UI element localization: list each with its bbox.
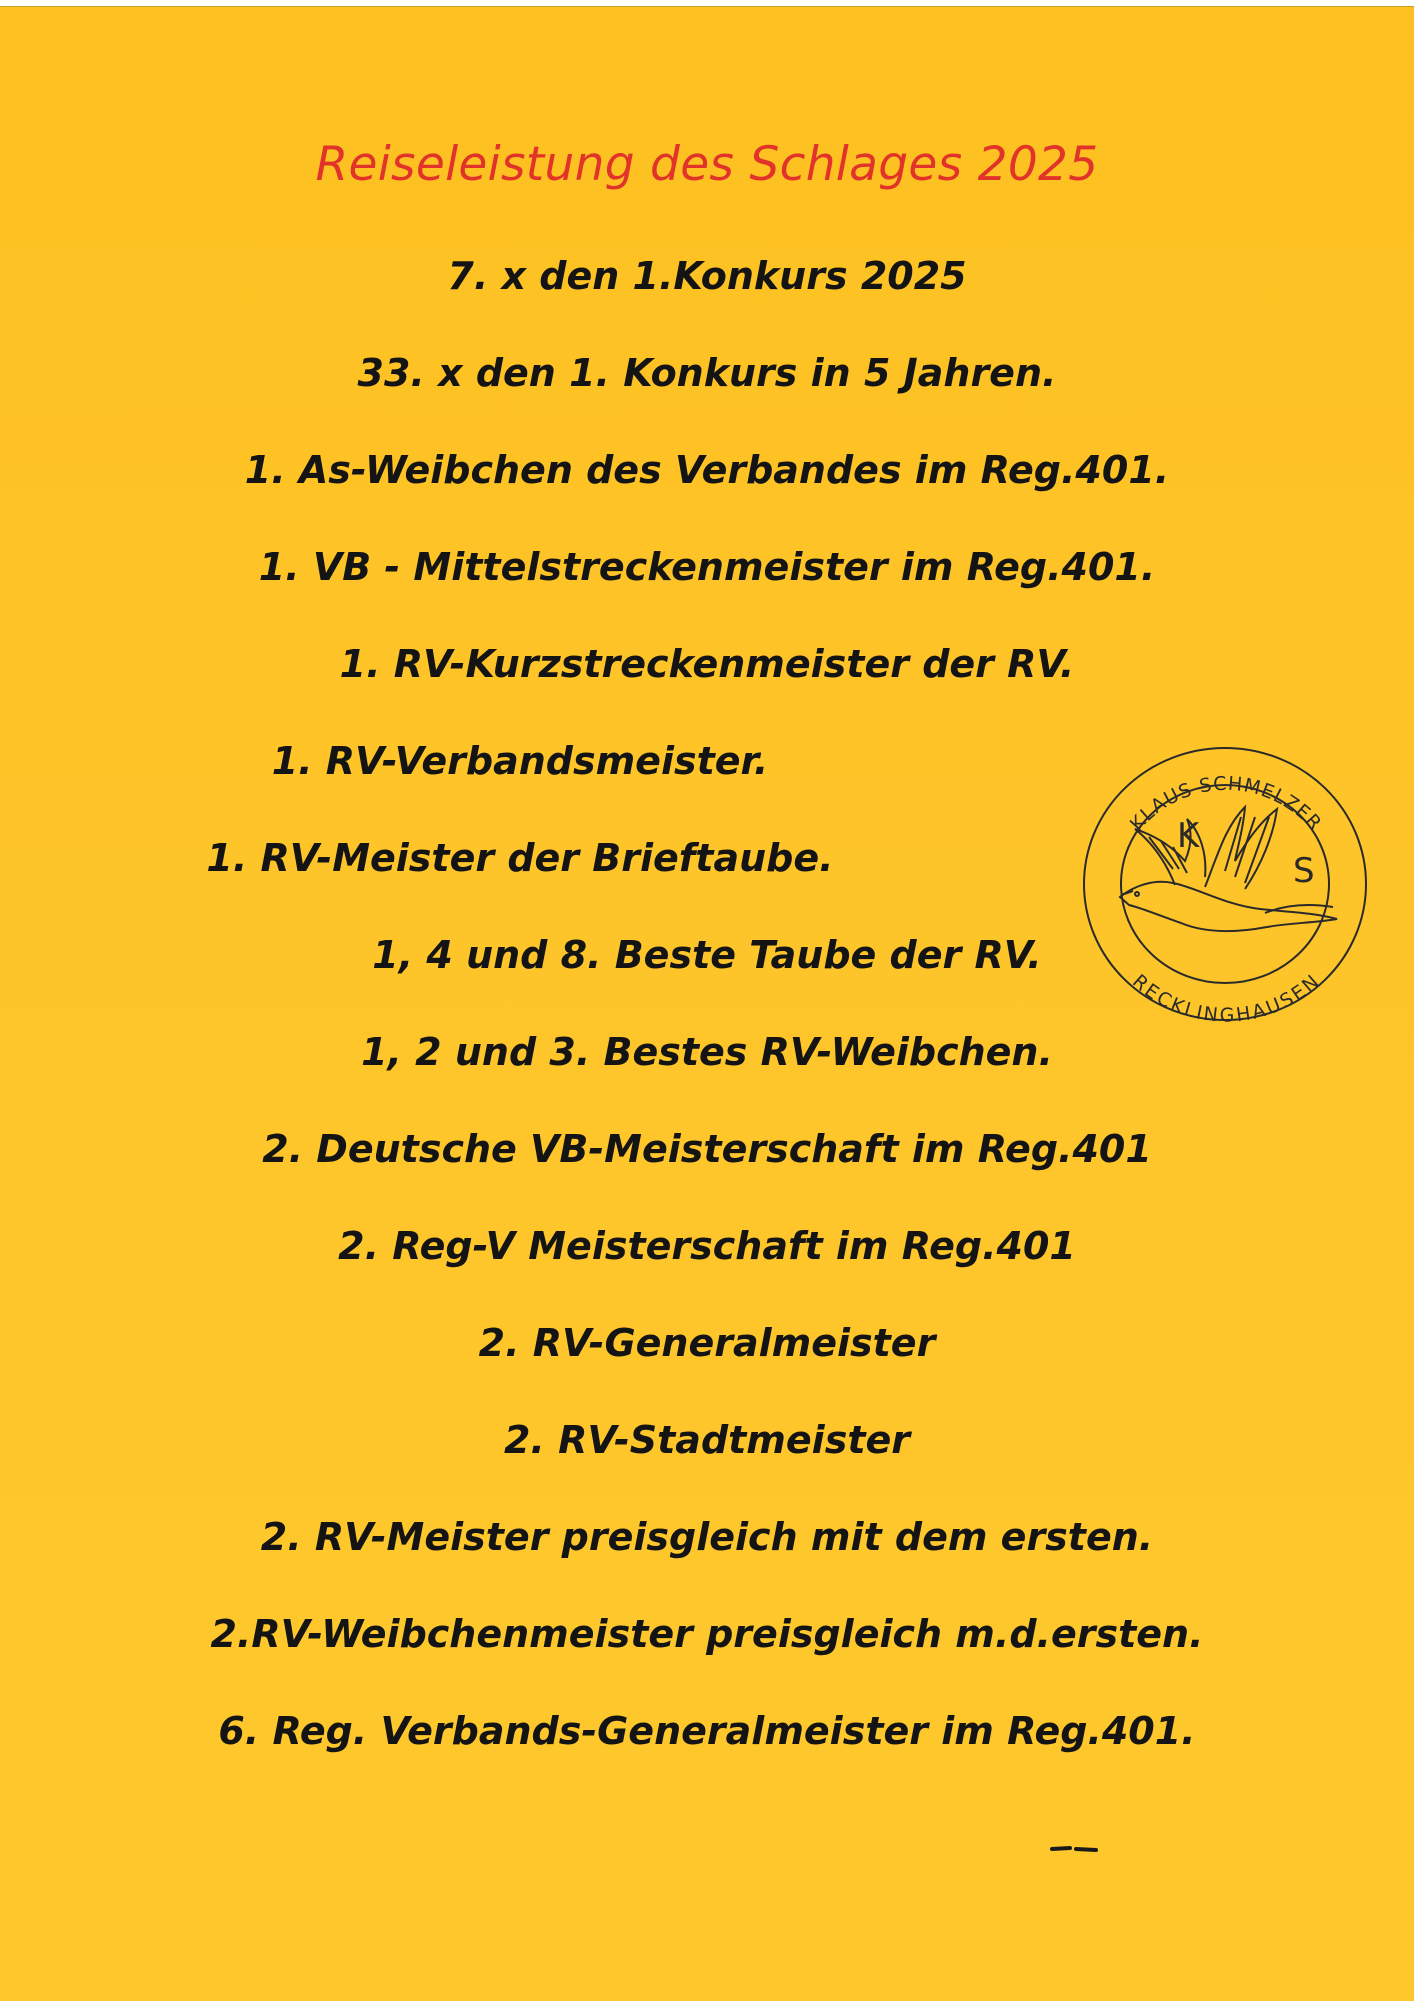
achievement-line: 2. RV-Meister preisgleich mit dem ersten. bbox=[260, 1515, 1154, 1559]
achievement-line: 7. x den 1.Konkurs 2025 bbox=[447, 254, 967, 298]
achievement-line: 2. Deutsche VB-Meisterschaft im Reg.401 bbox=[262, 1127, 1152, 1171]
dash-mark bbox=[1050, 1843, 1098, 1855]
stamp-top-text: KLAUS SCHMELZER bbox=[1125, 772, 1327, 836]
achievement-line: 1. As-Weibchen des Verbandes im Reg.401. bbox=[244, 448, 1170, 492]
yellow-sheet bbox=[0, 6, 1414, 2001]
achievement-line: 1, 4 und 8. Beste Taube der RV. bbox=[372, 933, 1042, 977]
page-title: Reiseleistung des Schlages 2025 bbox=[315, 137, 1099, 192]
achievement-line: 1. RV-Kurzstreckenmeister der RV. bbox=[339, 642, 1075, 686]
achievement-line: 2. Reg-V Meisterschaft im Reg.401 bbox=[338, 1224, 1076, 1268]
stamp-bottom-text: RECKLINGHAUSEN bbox=[1128, 970, 1324, 1027]
stamp-initial-k: K bbox=[1177, 816, 1200, 856]
achievement-line: 2. RV-Stadtmeister bbox=[503, 1418, 910, 1462]
achievement-line: 6. Reg. Verbands-Generalmeister im Reg.401. bbox=[218, 1709, 1196, 1753]
achievement-line: 33. x den 1. Konkurs in 5 Jahren. bbox=[357, 351, 1057, 395]
achievement-line: 2. RV-Generalmeister bbox=[478, 1321, 936, 1365]
achievement-line: 1. VB - Mittelstreckenmeister im Reg.401. bbox=[258, 545, 1156, 589]
achievement-line: 2.RV-Weibchenmeister preisgleich m.d.ersten. bbox=[210, 1612, 1204, 1656]
club-stamp bbox=[1075, 737, 1375, 1027]
achievement-line: 1. RV-Meister der Brieftaube. bbox=[206, 836, 834, 880]
stamp-initial-s: S bbox=[1293, 851, 1315, 891]
achievement-line: 1, 2 und 3. Bestes RV-Weibchen. bbox=[361, 1030, 1053, 1074]
achievement-line: 1. RV-Verbandsmeister. bbox=[271, 739, 769, 783]
